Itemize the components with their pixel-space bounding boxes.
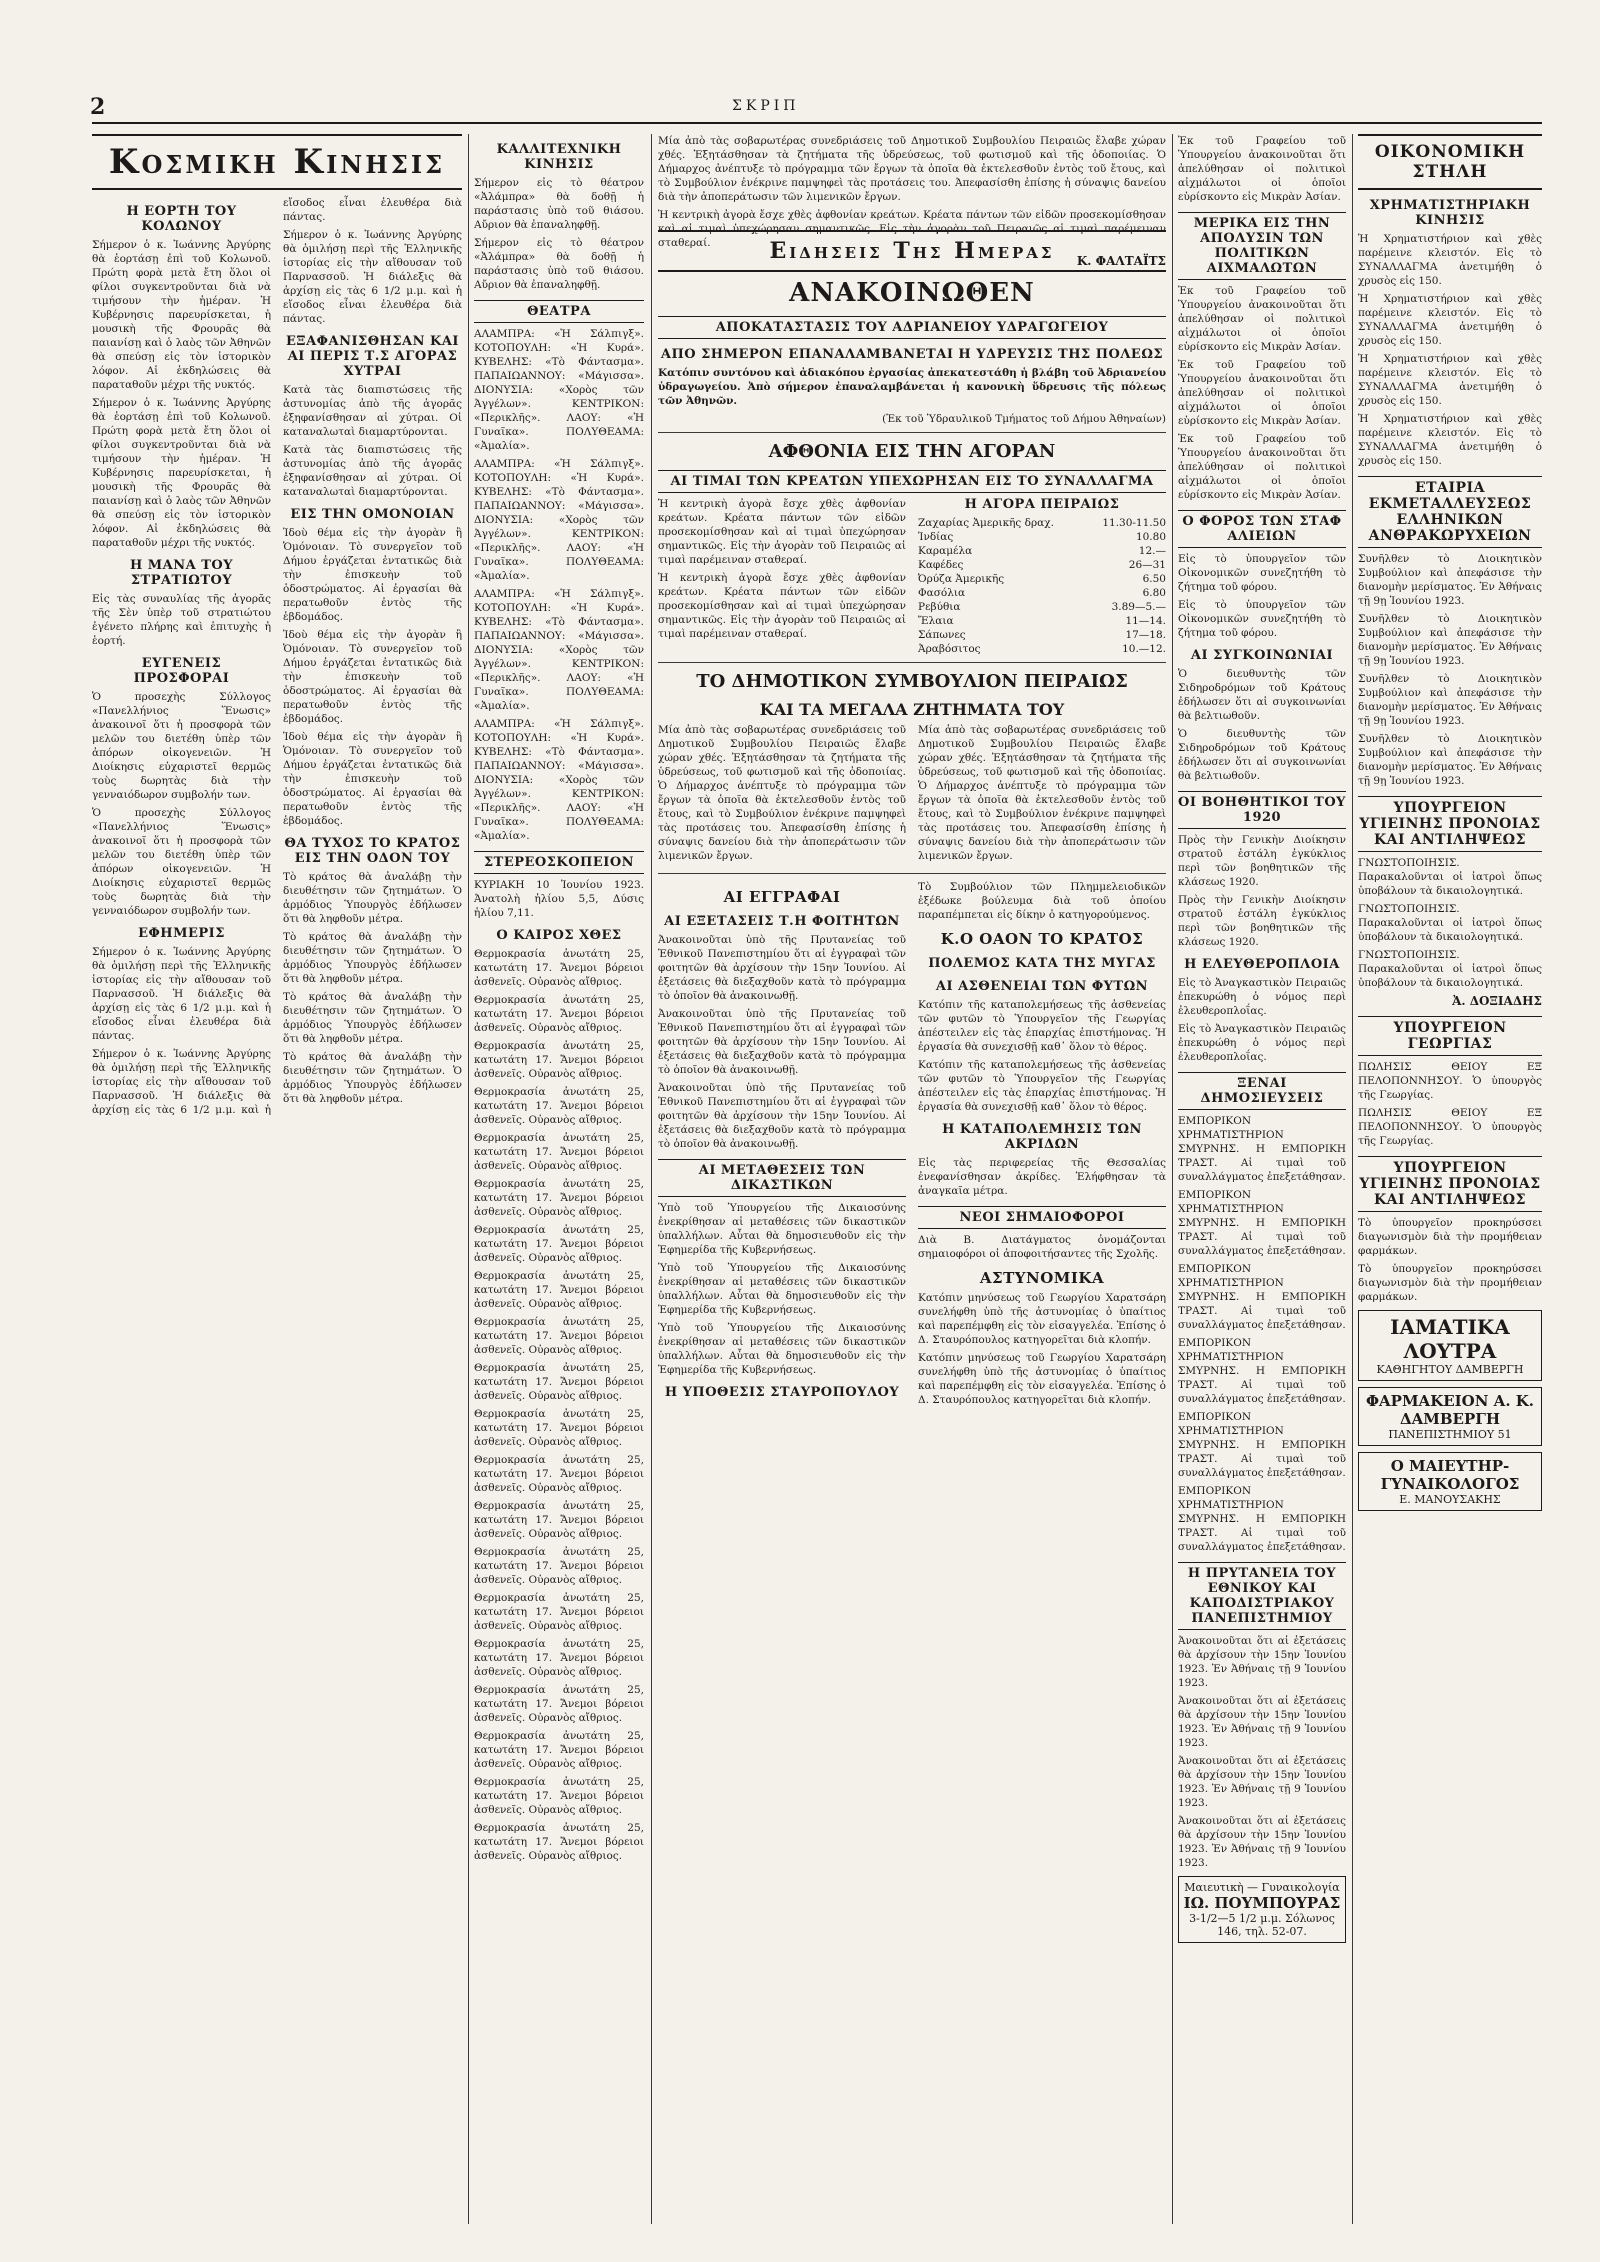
article-body: Θερμοκρασία ἀνωτάτη 25, κατωτάτη 17. Ἄνεμοι βόρειοι ἀσθενεῖς. Οὐρανὸς αἴθριος. xyxy=(474,1822,644,1862)
article-title: ΑΣΤΥΝΟΜΙΚΑ xyxy=(979,1269,1105,1287)
article-body: Σήμερον ὁ κ. Ἰωάννης Ἀργύρης θὰ ἑορτάσῃ ἐπὶ τοῦ Κολωνοῦ. Πρώτη φορὰ μετὰ ἔτη ὅλοι οἱ φίλοι συγκεντροῦνται διὰ νὰ τιμήσουν τὴν ἡμέραν. Ἡ Κυβέρνησις παρευρίσκεται, ἡ μουσικὴ τῆς Φρουρᾶς θὰ παιανίσῃ καὶ ὁ λαὸς τῶν Ἀθηνῶν θὰ σπεύσῃ εἰς τὸν ἱστορικὸν λόφον. Αἱ ἐκδηλώσεις θὰ παραταθοῦν μέχρι τῆς νυκτός. xyxy=(92,239,271,391)
price-value: 6.80 xyxy=(1142,587,1166,599)
article-body: Ὑπὸ τοῦ Ὑπουργείου τῆς Δικαιοσύνης ἐνεκρίθησαν αἱ μεταθέσεις τῶν δικαστικῶν ὑπαλλήλων. Αὗται θὰ δημοσιευθοῦν εἰς τὴν Ἐφημερίδα τῆς Κυβερνήσεως. xyxy=(658,1322,906,1376)
article xyxy=(92,558,271,648)
ad-subtitle: ΠΑΝΕΠΙΣΤΗΜΙΟΥ 51 xyxy=(1388,1428,1512,1441)
price-item: Ἔλαια xyxy=(918,615,954,627)
column-rule xyxy=(1172,134,1173,2224)
article-title: ΕΞΑΦΑΝΙΣΘΗΣΑΝ ΚΑΙ ΑΙ ΠΕΡΙΣ Τ.Σ ΑΓΟΡΑΣ ΧΥΤΡΑΙ xyxy=(286,334,459,379)
article-body: Θερμοκρασία ἀνωτάτη 25, κατωτάτη 17. Ἄνεμοι βόρειοι ἀσθενεῖς. Οὐρανὸς αἴθριος. xyxy=(474,994,644,1034)
article-body: Σήμερον ὁ κ. Ἰωάννης Ἀργύρης θὰ ὁμιλήσῃ περὶ τῆς Ἑλληνικῆς ἱστορίας εἰς τὴν αἴθουσαν τοῦ Παρνασσοῦ. Ἡ διάλεξις θὰ ἀρχίσῃ εἰς τὰς 6 1/2 μ.μ. καὶ ἡ εἴσοδος εἶναι ἐλευθέρα διὰ πάντας. xyxy=(92,946,271,1042)
price-item: Καφέδες xyxy=(918,559,964,571)
article-body: Θερμοκρασία ἀνωτάτη 25, κατωτάτη 17. Ἄνεμοι βόρειοι ἀσθενεῖς. Οὐρανὸς αἴθριος. xyxy=(474,1362,644,1402)
social-articles xyxy=(92,196,462,1117)
ad-subtitle: ΚΑΘΗΓΗΤΟΥ ΔΑΜΒΕΡΓΗ xyxy=(1376,1363,1524,1376)
article-body: Συνῆλθεν τὸ Διοικητικὸν Συμβούλιον καὶ ἀπεφάσισε τὴν διανομὴν μερίσματος. Ἐν Ἀθήναις τῇ 9ῃ Ἰουνίου 1923. xyxy=(1358,553,1542,607)
article-body: Εἰς τὸ ὑπουργεῖον τῶν Οἰκονομικῶν συνεζητήθη τὸ ζήτημα τοῦ φόρου. xyxy=(1178,553,1346,593)
article-body: Σήμερον ὁ κ. Ἰωάννης Ἀργύρης θὰ ἑορτάσῃ ἐπὶ τοῦ Κολωνοῦ. Πρώτη φορὰ μετὰ ἔτη ὅλοι οἱ φίλοι συγκεντροῦνται διὰ νὰ τιμήσουν τὴν ἡμέραν. Ἡ Κυβέρνησις παρευρίσκεται, ἡ μουσικὴ τῆς Φρουρᾶς θὰ παιανίσῃ καὶ ὁ λαὸς τῶν Ἀθηνῶν θὰ σπεύσῃ εἰς τὸν ἱστορικὸν λόφον. Αἱ ἐκδηλώσεις θὰ παραταθοῦν μέχρι τῆς νυκτός. xyxy=(92,397,271,549)
article-body: ΕΜΠΟΡΙΚΟΝ ΧΡΗΜΑΤΙΣΤΗΡΙΟΝ ΣΜΥΡΝΗΣ. Η ΕΜΠΟΡΙΚΗ ΤΡΑΣΤ. Αἱ τιμαὶ τοῦ συναλλάγματος ἐπεξετάθησαν. xyxy=(1178,1263,1346,1331)
article-title: ΜΕΡΙΚΑ ΕΙΣ ΤΗΝ ΑΠΟΛΥΣΙΝ ΤΩΝ ΠΟΛΙΤΙΚΩΝ ΑΙΧΜΑΛΩΤΩΝ xyxy=(1178,212,1346,280)
subheadline: ΑΠΟΚΑΤΑΣΤΑΣΙΣ ΤΟΥ ΑΔΡΙΑΝΕΙΟΥ ΥΔΡΑΓΩΓΕΙΟΥ xyxy=(658,316,1166,339)
column-arts xyxy=(474,134,644,2224)
article-body: Τὸ ὑπουργεῖον προκηρύσσει διαγωνισμὸν διὰ τὴν προμήθειαν φαρμάκων. xyxy=(1358,1217,1542,1257)
article-body: Ὁ διευθυντὴς τῶν Σιδηροδρόμων τοῦ Κράτους ἐδήλωσεν ὅτι αἱ συγκοινωνίαι θὰ βελτιωθοῦν. xyxy=(1178,728,1346,782)
article-body: Ὑπὸ τοῦ Ὑπουργείου τῆς Δικαιοσύνης ἐνεκρίθησαν αἱ μεταθέσεις τῶν δικαστικῶν ὑπαλλήλων. Αὗται θὰ δημοσιευθοῦν εἰς τὴν Ἐφημερίδα τῆς Κυβερνήσεως. xyxy=(658,1202,906,1256)
article-title: ΕΤΑΙΡΙΑ ΕΚΜΕΤΑΛΛΕΥΣΕΩΣ ΕΛΛΗΝΙΚΩΝ ΑΝΘΡΑΚΩΡΥΧΕΙΩΝ xyxy=(1358,476,1542,548)
price-value: 6.50 xyxy=(1142,573,1166,585)
article-body: Ἀνακοινοῦται ὑπὸ τῆς Πρυτανείας τοῦ Ἐθνικοῦ Πανεπιστημίου ὅτι αἱ ἐγγραφαὶ τῶν φοιτητῶν θὰ ἀρχίσουν τὴν 15ην Ἰουνίου. Αἱ ἐξετάσεις θὰ διεξαχθοῦν κατὰ τὸ πρόγραμμα τὸ ὁποῖον θὰ ἀνακοινωθῇ. xyxy=(658,1008,906,1076)
article-body: Τὸ κράτος θὰ ἀναλάβῃ τὴν διευθέτησιν τῶν ζητημάτων. Ὁ ἁρμόδιος Ὑπουργὸς ἐδήλωσεν ὅτι θὰ ληφθοῦν μέτρα. xyxy=(283,871,462,925)
article-title: ΕΦΗΜΕΡΙΣ xyxy=(138,926,225,941)
article-body: ΠΩΛΗΣΙΣ ΘΕΙΟΥ ΕΞ ΠΕΛΟΠΟΝΝΗΣΟΥ. Ὁ ὑπουργὸς τῆς Γεωργίας. xyxy=(1358,1107,1542,1147)
article xyxy=(283,334,462,499)
article-title: Η ΕΟΡΤΗ ΤΟΥ ΚΟΛΩΝΟΥ xyxy=(126,204,237,234)
ad-title: ΙΑΜΑΤΙΚΑ ΛΟΥΤΡΑ xyxy=(1390,1315,1510,1363)
article-body: Ἐκ τοῦ Γραφείου τοῦ Ὑπουργείου ἀνακοινοῦται ὅτι ἀπελύθησαν οἱ πολιτικοὶ αἰχμάλωτοι οἱ ὁποῖοι εὑρίσκοντο εἰς Μικρὰν Ἀσίαν. xyxy=(1178,285,1346,353)
section-banner: Κοσμικη Κινησις xyxy=(92,134,462,190)
author-signature: Ἀ. ΔΟΞΙΑΔΗΣ xyxy=(1452,994,1542,1008)
subheadline: ΚΑΙ ΤΑ ΜΕΓΑΛΑ ΖΗΤΗΜΑΤΑ ΤΟΥ xyxy=(759,700,1065,719)
article-body: Μία ἀπὸ τὰς σοβαρωτέρας συνεδριάσεις τοῦ Δημοτικοῦ Συμβουλίου Πειραιῶς ἔλαβε χώραν χθές. Ἐξητάσθησαν τὰ ζητήματα τῆς ὑδρεύσεως, τοῦ φωτισμοῦ καὶ τῆς ὁδοποιίας. Ὁ Δήμαρχος ἀνέπτυξε τὸ πρόγραμμα τῶν ἔργων τὰ ὁποῖα θὰ ἐκτελεσθοῦν ἐντὸς τοῦ ἔτους, καὶ τὸ Συμβούλιον ἐνέκρινε παμψηφεὶ τὰς προτάσεις του. Ἀπεφασίσθη ἐπίσης ἡ σύναψις δανείου διὰ τὴν ἀποπεράτωσιν τῶν λιμενικῶν ἔργων. xyxy=(918,724,1166,862)
article-body: Θερμοκρασία ἀνωτάτη 25, κατωτάτη 17. Ἄνεμοι βόρειοι ἀσθενεῖς. Οὐρανὸς αἴθριος. xyxy=(474,1086,644,1126)
article-body: Διὰ Β. Διατάγματος ὀνομάζονται σημαιοφόροι οἱ ἀποφοιτήσαντες τῆς Σχολῆς. xyxy=(918,1234,1166,1260)
council-article xyxy=(658,723,1166,867)
article-body: Τὸ Συμβούλιον τῶν Πλημμελειοδικῶν ἐξέδωκε βούλευμα διὰ τοῦ ὁποίου παραπέμπεται εἰς δίκην ὁ κατηγορούμενος. xyxy=(918,881,1166,921)
price-item: Ζαχαρίας Ἀμερικῆς δραχ. xyxy=(918,517,1054,529)
article-body: Θερμοκρασία ἀνωτάτη 25, κατωτάτη 17. Ἄνεμοι βόρειοι ἀσθενεῖς. Οὐρανὸς αἴθριος. xyxy=(474,1316,644,1356)
article-body: Κατὰ τὰς διαπιστώσεις τῆς ἀστυνομίας ἀπὸ τῆς ἀγορᾶς ἐξηφανίσθησαν αἱ χύτραι. Οἱ καταναλωταὶ διαμαρτύρονται. xyxy=(283,444,462,498)
article xyxy=(283,507,462,828)
article-body: Σήμερον εἰς τὸ θέατρον «Ἀλάμπρα» θὰ δοθῇ ἡ παράστασις ὑπὸ τοῦ θιάσου. Αὔριον θὰ ἐπαναληφθῇ. xyxy=(474,177,644,231)
article-body: Ὑπὸ τοῦ Ὑπουργείου τῆς Δικαιοσύνης ἐνεκρίθησαν αἱ μεταθέσεις τῶν δικαστικῶν ὑπαλλήλων. Αὗται θὰ δημοσιευθοῦν εἰς τὴν Ἐφημερίδα τῆς Κυβερνήσεως. xyxy=(658,1262,906,1316)
article-title: ΑΙ ΕΓΓΡΑΦΑΙ xyxy=(723,888,841,906)
article xyxy=(92,204,271,550)
article-body: Ἡ κεντρικὴ ἀγορὰ ἔσχε χθὲς ἀφθονίαν κρεάτων. Κρέατα πάντων τῶν εἰδῶν προσεκομίσθησαν καὶ αἱ τιμαὶ ὑπεχώρησαν σημαντικῶς. Εἰς τὴν ἀγορὰν τοῦ Πειραιῶς αἱ τιμαὶ παρέμειναν σταθεραί. xyxy=(658,572,906,640)
baths-ad xyxy=(1358,1310,1542,1381)
article-body: Συνῆλθεν τὸ Διοικητικὸν Συμβούλιον καὶ ἀπεφάσισε τὴν διανομὴν μερίσματος. Ἐν Ἀθήναις τῇ 9ῃ Ἰουνίου 1923. xyxy=(1358,733,1542,787)
article-body: Ἀνακοινοῦται ὑπὸ τῆς Πρυτανείας τοῦ Ἐθνικοῦ Πανεπιστημίου ὅτι αἱ ἐγγραφαὶ τῶν φοιτητῶν θὰ ἀρχίσουν τὴν 15ην Ἰουνίου. Αἱ ἐξετάσεις θὰ διεξαχθοῦν κατὰ τὸ πρόγραμμα τὸ ὁποῖον θὰ ἀνακοινωθῇ. xyxy=(658,1082,906,1150)
article-body: Κατόπιν μηνύσεως τοῦ Γεωργίου Χαρατσάρη συνελήφθη ὑπὸ τῆς ἀστυνομίας ὁ ὑπαίτιος καὶ παρεπέμφθη εἰς τὸν εἰσαγγελέα. Ἐπίσης ὁ Δ. Σταυρόπουλος κατηγορεῖται διὰ κλοπήν. xyxy=(918,1292,1166,1346)
article-title: ΥΠΟΥΡΓΕΙΟΝ ΓΕΩΡΓΙΑΣ xyxy=(1358,1016,1542,1056)
article-body: Συνῆλθεν τὸ Διοικητικὸν Συμβούλιον καὶ ἀπεφάσισε τὴν διανομὴν μερίσματος. Ἐν Ἀθήναις τῇ 9ῃ Ἰουνίου 1923. xyxy=(1358,613,1542,667)
article-body: Σήμερον εἰς τὸ θέατρον «Ἀλάμπρα» θὰ δοθῇ ἡ παράστασις ὑπὸ τοῦ θιάσου. Αὔριον θὰ ἐπαναληφθῇ. xyxy=(474,237,644,291)
price-value: 10.80 xyxy=(1135,531,1166,543)
column-rule xyxy=(468,134,469,2224)
article-subtitle: ΠΟΛΕΜΟΣ ΚΑΤΑ ΤΗΣ ΜΥΓΑΣ xyxy=(928,956,1156,971)
article-title: ΘΕΑΤΡΑ xyxy=(474,300,644,323)
article-title: Η ΕΛΕΥΘΕΡΟΠΛΟΙΑ xyxy=(1184,957,1340,972)
article-title: ΥΠΟΥΡΓΕΙΟΝ ΥΓΙΕΙΝΗΣ ΠΡΟΝΟΙΑΣ ΚΑΙ ΑΝΤΙΛΗΨΕΩΣ xyxy=(1358,796,1542,852)
prices-title: Η ΑΓΟΡΑ ΠΕΙΡΑΙΩΣ xyxy=(964,497,1120,512)
section-banner: ΟΙΚΟΝΟΜΙΚΗ ΣΤΗΛΗ xyxy=(1358,134,1542,190)
article-title: ΕΙΣ ΤΗΝ ΟΜΟΝΟΙΑΝ xyxy=(290,507,455,522)
article-title: ΝΕΟΙ ΣΗΜΑΙΟΦΟΡΟΙ xyxy=(918,1206,1166,1229)
article-title: Η ΥΠΟΘΕΣΙΣ ΣΤΑΥΡΟΠΟΥΛΟΥ xyxy=(664,1385,900,1400)
article-body: Ὁ διευθυντὴς τῶν Σιδηροδρόμων τοῦ Κράτους ἐδήλωσεν ὅτι αἱ συγκοινωνίαι θὰ βελτιωθοῦν. xyxy=(1178,668,1346,722)
lead-source: (Ἐκ τοῦ Ὑδραυλικοῦ Τμήματος τοῦ Δήμου Ἀθηναίων) xyxy=(882,413,1166,425)
price-value: 3.89—5.— xyxy=(1111,601,1166,613)
article-body: Εἰς τὰς συναυλίας τῆς ἀγορᾶς τῆς Σὲν ὑπὲρ τοῦ στρατιώτου ἐγένετο πλήρης καὶ ἐπιτυχὴς ἡ ἑορτή. xyxy=(92,593,271,647)
article-body: Κατόπιν μηνύσεως τοῦ Γεωργίου Χαρατσάρη συνελήφθη ὑπὸ τῆς ἀστυνομίας ὁ ὑπαίτιος καὶ παρεπέμφθη εἰς τὸν εἰσαγγελέα. Ἐπίσης ὁ Δ. Σταυρόπουλος κατηγορεῖται διὰ κλοπήν. xyxy=(918,1352,1166,1406)
article-body: Σήμερον ὁ κ. Ἰωάννης Ἀργύρης θὰ ὁμιλήσῃ περὶ τῆς Ἑλληνικῆς ἱστορίας εἰς τὴν αἴθουσαν τοῦ Παρνασσοῦ. Ἡ διάλεξις θὰ ἀρχίσῃ εἰς τὰς 6 1/2 μ.μ. καὶ ἡ εἴσοδος εἶναι ἐλευθέρα διὰ πάντας. xyxy=(92,197,462,1116)
article-title: ΕΥΓΕΝΕΙΣ ΠΡΟΣΦΟΡΑΙ xyxy=(133,656,230,686)
lead-text: Κατόπιν συντόνου καὶ ἀδιακόπου ἐργασίας ἀπεκατεστάθη ἡ βλάβη τοῦ Ἀδριανείου ὑδραγωγείου. Ἀπὸ σήμερον ἐπαναλαμβάνεται ἡ κανονικὴ ὕδρευσις τῆς πόλεως τῶν Ἀθηνῶν. xyxy=(658,367,1166,407)
article-body: Ἀνακοινοῦται ὅτι αἱ ἐξετάσεις θὰ ἀρχίσουν τὴν 15ην Ἰουνίου 1923. Ἐν Ἀθήναις τῇ 9 Ἰουνίου 1923. xyxy=(1178,1815,1346,1869)
article-body: Ἰδοὺ θέμα εἰς τὴν ἀγορὰν ἢ Ὁμόνοιαν. Τὸ συνεργεῖον τοῦ Δήμου ἐργάζεται ἐντατικῶς διὰ τὴν ἐπισκευὴν τοῦ ὁδοστρώματος. Αἱ ἐργασίαι θὰ περατωθοῦν ἐντὸς τῆς ἑβδομάδος. xyxy=(283,629,462,725)
article xyxy=(283,836,462,1106)
article-body: Κατόπιν τῆς καταπολεμήσεως τῆς ἀσθενείας τῶν φυτῶν τὸ Ὑπουργεῖον τῆς Γεωργίας ἀπέστειλεν εἰς τὰς ἐπαρχίας ἐπιστήμονας. Ἡ ἐργασία θὰ συνεχισθῇ καθ᾽ ὅλον τὸ θέρος. xyxy=(918,999,1166,1053)
article-body: Ὁ προσεχὴς Σύλλογος «Πανελλήνιος Ἕνωσις» ἀνακοινοῖ ὅτι ἡ προσφορὰ τῶν μελῶν του διετέθη ὑπὲρ τῶν ἀπόρων οἰκογενειῶν. Ἡ Διοίκησις εὐχαριστεῖ θερμῶς τοὺς δωρητὰς διὰ τὴν γενναιόδωρον συμβολήν των. xyxy=(92,691,271,801)
price-list xyxy=(918,516,1166,656)
article-body: Ἀνακοινοῦται ὅτι αἱ ἐξετάσεις θὰ ἀρχίσουν τὴν 15ην Ἰουνίου 1923. Ἐν Ἀθήναις τῇ 9 Ἰουνίου 1923. xyxy=(1178,1695,1346,1749)
article-title: ΞΕΝΑΙ ΔΗΜΟΣΙΕΥΣΕΙΣ xyxy=(1178,1072,1346,1110)
article-body: ΓΝΩΣΤΟΠΟΙΗΣΙΣ. Παρακαλοῦνται οἱ ἰατροὶ ὅπως ὑποβάλουν τὰ δικαιολογητικά. xyxy=(1358,857,1542,897)
price-item: Σάπωνες xyxy=(918,629,966,641)
article-body: Πρὸς τὴν Γενικὴν Διοίκησιν στρατοῦ ἐστάλη ἐγκύκλιος περὶ τῶν βοηθητικῶν τῆς κλάσεως 1920. xyxy=(1178,834,1346,888)
price-row xyxy=(918,572,1166,586)
price-item: Ἰνδίας xyxy=(918,531,954,543)
article-subtitle: ΑΙ ΑΣΘΕΝΕΙΑΙ ΤΩΝ ΦΥΤΩΝ xyxy=(935,979,1149,994)
article-body: ΑΛΑΜΠΡΑ: «Ἡ Σάλπιγξ». ΚΟΤΟΠΟΥΛΗ: «Ἡ Κυρά». ΚΥΒΕΛΗΣ: «Τὸ Φάντασμα». ΠΑΠΑΙΩΑΝΝΟΥ: «Μάγισσα». ΔΙΟΝΥΣΙΑ: «Χορὸς τῶν Ἀγγέλων». ΚΕΝΤΡΙΚΟΝ: «Περικλῆς». ΛΑΟΥ: «Ἡ Γυναῖκα». ΠΟΛΥΘΕΑΜΑ: «Ἀμαλία». xyxy=(474,458,644,582)
ad-title: ΦΑΡΜΑΚΕΙΟΝ Α. Κ. ΔΑΜΒΕΡΓΗ xyxy=(1365,1392,1535,1428)
price-value: 12.— xyxy=(1138,545,1166,557)
article-body: Συνῆλθεν τὸ Διοικητικὸν Συμβούλιον καὶ ἀπεφάσισε τὴν διανομὴν μερίσματος. Ἐν Ἀθήναις τῇ 9ῃ Ἰουνίου 1923. xyxy=(1358,673,1542,727)
article-body: Εἰς τὸ Ἀναγκαστικὸν Πειραιῶς ἐπεκυρώθη ὁ νόμος περὶ ἐλευθεροπλοΐας. xyxy=(1178,1023,1346,1063)
article-body: Ἐκ τοῦ Γραφείου τοῦ Ὑπουργείου ἀνακοινοῦται ὅτι ἀπελύθησαν οἱ πολιτικοὶ αἰχμάλωτοι οἱ ὁποῖοι εὑρίσκοντο εἰς Μικρὰν Ἀσίαν. xyxy=(1178,433,1346,501)
article-body: ΓΝΩΣΤΟΠΟΙΗΣΙΣ. Παρακαλοῦνται οἱ ἰατροὶ ὅπως ὑποβάλουν τὰ δικαιολογητικά. xyxy=(1358,903,1542,943)
article-body: Θερμοκρασία ἀνωτάτη 25, κατωτάτη 17. Ἄνεμοι βόρειοι ἀσθενεῖς. Οὐρανὸς αἴθριος. xyxy=(474,1224,644,1264)
article-body: Τὸ κράτος θὰ ἀναλάβῃ τὴν διευθέτησιν τῶν ζητημάτων. Ὁ ἁρμόδιος Ὑπουργὸς ἐδήλωσεν ὅτι θὰ ληφθοῦν μέτρα. xyxy=(283,931,462,985)
article-body: Θερμοκρασία ἀνωτάτη 25, κατωτάτη 17. Ἄνεμοι βόρειοι ἀσθενεῖς. Οὐρανὸς αἴθριος. xyxy=(474,1730,644,1770)
article-body: Ἀνακοινοῦται ὅτι αἱ ἐξετάσεις θὰ ἀρχίσουν τὴν 15ην Ἰουνίου 1923. Ἐν Ἀθήναις τῇ 9 Ἰουνίου 1923. xyxy=(1178,1755,1346,1809)
article-body: ΕΜΠΟΡΙΚΟΝ ΧΡΗΜΑΤΙΣΤΗΡΙΟΝ ΣΜΥΡΝΗΣ. Η ΕΜΠΟΡΙΚΗ ΤΡΑΣΤ. Αἱ τιμαὶ τοῦ συναλλάγματος ἐπεξετάθησαν. xyxy=(1178,1189,1346,1257)
article-title: Η ΠΡΥΤΑΝΕΙΑ ΤΟΥ ΕΘΝΙΚΟΥ ΚΑΙ ΚΑΠΟΔΙΣΤΡΙΑΚΟΥ ΠΑΝΕΠΙΣΤΗΜΙΟΥ xyxy=(1178,1562,1346,1630)
article-body: Θερμοκρασία ἀνωτάτη 25, κατωτάτη 17. Ἄνεμοι βόρειοι ἀσθενεῖς. Οὐρανὸς αἴθριος. xyxy=(474,1592,644,1632)
article-body: Ἰδοὺ θέμα εἰς τὴν ἀγορὰν ἢ Ὁμόνοιαν. Τὸ συνεργεῖον τοῦ Δήμου ἐργάζεται ἐντατικῶς διὰ τὴν ἐπισκευὴν τοῦ ὁδοστρώματος. Αἱ ἐργασίαι θὰ περατωθοῦν ἐντὸς τῆς ἑβδομάδος. xyxy=(283,731,462,827)
article-body: Θερμοκρασία ἀνωτάτη 25, κατωτάτη 17. Ἄνεμοι βόρειοι ἀσθενεῖς. Οὐρανὸς αἴθριος. xyxy=(474,1776,644,1816)
article-body: Ἡ Χρηματιστήριον καὶ χθὲς παρέμεινε κλειστόν. Εἰς τὸ ΣΥΝΑΛΛΑΓΜΑ ἀνετιμήθη ὁ χρυσὸς εἰς 150. xyxy=(1358,353,1542,407)
price-item: Ρεβύθια xyxy=(918,601,961,613)
price-row xyxy=(918,642,1166,656)
column-social xyxy=(92,134,462,2224)
column-news xyxy=(658,134,1166,2224)
article-body: Θερμοκρασία ἀνωτάτη 25, κατωτάτη 17. Ἄνεμοι βόρειοι ἀσθενεῖς. Οὐρανὸς αἴθριος. xyxy=(474,1454,644,1494)
price-value: 11.30-11.50 xyxy=(1102,517,1166,529)
article-body: Θερμοκρασία ἀνωτάτη 25, κατωτάτη 17. Ἄνεμοι βόρειοι ἀσθενεῖς. Οὐρανὸς αἴθριος. xyxy=(474,1638,644,1678)
article-body: Εἰς τὸ Ἀναγκαστικὸν Πειραιῶς ἐπεκυρώθη ὁ νόμος περὶ ἐλευθεροπλοΐας. xyxy=(1178,977,1346,1017)
page-number: 2 xyxy=(90,94,106,120)
article-subtitle: ΑΙ ΕΞΕΤΑΣΕΙΣ Τ.Η ΦΟΙΤΗΤΩΝ xyxy=(664,914,900,929)
article-title: ΑΙ ΜΕΤΑΘΕΣΕΙΣ ΤΩΝ ΔΙΚΑΣΤΙΚΩΝ xyxy=(658,1159,906,1197)
article-title: Κ.Ο ΟΑΟΝ ΤΟ ΚΡΑΤΟΣ xyxy=(940,930,1144,948)
news-briefs xyxy=(658,880,1166,1408)
ad-pretitle: Μαιευτικὴ — Γυναικολογία xyxy=(1184,1881,1340,1894)
article-body: Ἡ Χρηματιστήριον καὶ χθὲς παρέμεινε κλειστόν. Εἰς τὸ ΣΥΝΑΛΛΑΓΜΑ ἀνετιμήθη ὁ χρυσὸς εἰς 150. xyxy=(1358,233,1542,287)
article-body: Θερμοκρασία ἀνωτάτη 25, κατωτάτη 17. Ἄνεμοι βόρειοι ἀσθενεῖς. Οὐρανὸς αἴθριος. xyxy=(474,1270,644,1310)
article-body: Ἀνακοινοῦται ὅτι αἱ ἐξετάσεις θὰ ἀρχίσουν τὴν 15ην Ἰουνίου 1923. Ἐν Ἀθήναις τῇ 9 Ἰουνίου 1923. xyxy=(1178,1635,1346,1689)
doctor-ad xyxy=(1178,1876,1346,1943)
price-row xyxy=(918,544,1166,558)
article-body: Ἡ Χρηματιστήριον καὶ χθὲς παρέμεινε κλειστόν. Εἰς τὸ ΣΥΝΑΛΛΑΓΜΑ ἀνετιμήθη ὁ χρυσὸς εἰς 150. xyxy=(1358,413,1542,467)
price-row xyxy=(918,586,1166,600)
article-body: Εἰς τὸ ὑπουργεῖον τῶν Οἰκονομικῶν συνεζητήθη τὸ ζήτημα τοῦ φόρου. xyxy=(1178,599,1346,639)
article-body: Θερμοκρασία ἀνωτάτη 25, κατωτάτη 17. Ἄνεμοι βόρειοι ἀσθενεῖς. Οὐρανὸς αἴθριος. xyxy=(474,948,644,988)
ad-title: Ο ΜΑΙΕΥΤΗΡ-ΓΥΝΑΙΚΟΛΟΓΟΣ xyxy=(1380,1457,1520,1493)
newspaper-page xyxy=(90,94,1542,2222)
top-spill-text: Μία ἀπὸ τὰς σοβαρωτέρας συνεδριάσεις τοῦ Δημοτικοῦ Συμβουλίου Πειραιῶς ἔλαβε χώραν χθές. Ἐξητάσθησαν τὰ ζητήματα τῆς ὑδρεύσεως, τοῦ φωτισμοῦ καὶ τῆς ὁδοποιίας. Ὁ Δήμαρχος ἀνέπτυξε τὸ πρόγραμμα τῶν ἔργων τὰ ὁποῖα θὰ ἐκτελεσθοῦν ἐντὸς τοῦ ἔτους, καὶ τὸ Συμβούλιον ἐνέκρινε παμψηφεὶ τὰς προτάσεις του. Ἀπεφασίσθη ἐπίσης ἡ σύναψις δανείου διὰ τὴν ἀποπεράτωσιν τῶν λιμενικῶν ἔργων. Ἡ κεντρικὴ ἀγορὰ ἔσχε χθὲς ἀφθονίαν κρεάτων. Κρέατα πάντων τῶν εἰδῶν προσεκομίσθησαν καὶ αἱ τιμαὶ ὑπεχώρησαν σημαντικῶς. Εἰς τὴν ἀγορὰν τοῦ Πειραιῶς αἱ τιμαὶ παρέμειναν σταθεραί. Κ. ΦΑΛΤΑΪΤΣ xyxy=(658,135,1166,268)
article-title: ΚΑΛΛΙΤΕΧΝΙΚΗ ΚΙΝΗΣΙΣ xyxy=(496,142,622,172)
obstetrician-ad xyxy=(1358,1452,1542,1511)
article-body: Θερμοκρασία ἀνωτάτη 25, κατωτάτη 17. Ἄνεμοι βόρειοι ἀσθενεῖς. Οὐρανὸς αἴθριος. xyxy=(474,1546,644,1586)
ad-subtitle: Ε. ΜΑΝΟΥΣΑΚΗΣ xyxy=(1399,1493,1501,1506)
article-body: ΚΥΡΙΑΚΗ 10 Ἰουνίου 1923. Ἀνατολὴ ἡλίου 5,5, Δύσις ἡλίου 7,11. xyxy=(474,879,644,919)
article-title: ΥΠΟΥΡΓΕΙΟΝ ΥΓΙΕΙΝΗΣ ΠΡΟΝΟΙΑΣ ΚΑΙ ΑΝΤΙΛΗΨΕΩΣ xyxy=(1358,1156,1542,1212)
article-body: Ἀνακοινοῦται ὑπὸ τῆς Πρυτανείας τοῦ Ἐθνικοῦ Πανεπιστημίου ὅτι αἱ ἐγγραφαὶ τῶν φοιτητῶν θὰ ἀρχίσουν τὴν 15ην Ἰουνίου. Αἱ ἐξετάσεις θὰ διεξαχθοῦν κατὰ τὸ πρόγραμμα τὸ ὁποῖον θὰ ἀνακοινωθῇ. xyxy=(658,934,906,1002)
pharmacy-ad xyxy=(1358,1387,1542,1446)
article-body: Θερμοκρασία ἀνωτάτη 25, κατωτάτη 17. Ἄνεμοι βόρειοι ἀσθενεῖς. Οὐρανὸς αἴθριος. xyxy=(474,1500,644,1540)
price-row xyxy=(918,614,1166,628)
article-body: ΠΩΛΗΣΙΣ ΘΕΙΟΥ ΕΞ ΠΕΛΟΠΟΝΝΗΣΟΥ. Ὁ ὑπουργὸς τῆς Γεωργίας. xyxy=(1358,1061,1542,1101)
article-body: Ἡ Χρηματιστήριον καὶ χθὲς παρέμεινε κλειστόν. Εἰς τὸ ΣΥΝΑΛΛΑΓΜΑ ἀνετιμήθη ὁ χρυσὸς εἰς 150. xyxy=(1358,293,1542,347)
column-announcements: Ἐκ τοῦ Γραφείου τοῦ Ὑπουργείου ἀνακοινοῦται ὅτι ἀπελύθησαν οἱ πολιτικοὶ αἰχμάλωτοι οἱ ὁποῖοι εὑρίσκοντο εἰς Μικρὰν Ἀσίαν. ΜΕΡΙΚΑ ΕΙΣ ΤΗΝ ΑΠΟΛΥΣΙΝ ΤΩΝ ΠΟΛΙΤΙΚΩΝ ΑΙΧΜΑΛΩΤΩΝ Ἐκ τοῦ Γραφείου τοῦ Ὑπουργείου ἀνακοινοῦται ὅτι ἀπελύθησαν οἱ πολιτικοὶ αἰχμάλωτοι οἱ ὁποῖοι εὑρίσκοντο εἰς Μικρὰν Ἀσίαν. Ἐκ τοῦ Γραφείου τοῦ Ὑπουργείου ἀνακοινοῦται ὅτι ἀπελύθησαν οἱ πολιτικοὶ αἰχμάλωτοι οἱ ὁποῖοι εὑρίσκοντο εἰς Μικρὰν Ἀσίαν. Ἐκ τοῦ Γραφείου τοῦ Ὑπουργείου ἀνακοινοῦται ὅτι ἀπελύθησαν οἱ πολιτικοὶ αἰχμάλωτοι οἱ ὁποῖοι εὑρίσκοντο εἰς Μικρὰν Ἀσίαν. Ο ΦΟΡΟΣ ΤΩΝ ΣΤΑΦ ΑΛΙΕΙΩΝ Εἰς τὸ ὑπουργεῖον τῶν Οἰκονομικῶν συνεζητήθη τὸ ζήτημα τοῦ φόρου. Εἰς τὸ ὑπουργεῖον τῶν Οἰκονομικῶν συνεζητήθη τὸ ζήτημα τοῦ φόρου. ΑΙ ΣΥΓΚΟΙΝΩΝΙΑΙ Ὁ διευθυντὴς τῶν Σιδηροδρόμων τοῦ Κράτους ἐδήλωσεν ὅτι αἱ συγκοινωνίαι θὰ βελτιωθοῦν. Ὁ διευθυντὴς τῶν Σιδηροδρόμων τοῦ Κράτους ἐδήλωσεν ὅτι αἱ συγκοινωνίαι θὰ βελτιωθοῦν. ΟΙ ΒΟΗΘΗΤΙΚΟΙ ΤΟΥ 1920 Πρὸς τὴν Γενικὴν Διοίκησιν στρατοῦ ἐστάλη ἐγκύκλιος περὶ τῶν βοηθητικῶν τῆς κλάσεως 1920. Πρὸς τὴν Γενικὴν Διοίκησιν στρατοῦ ἐστάλη ἐγκύκλιος περὶ τῶν βοηθητικῶν τῆς κλάσεως 1920. Η ΕΛΕΥΘΕΡΟΠΛΟΙΑ Εἰς τὸ Ἀναγκαστικὸν Πειραιῶς ἐπεκυρώθη ὁ νόμος περὶ ἐλευθεροπλοΐας. Εἰς τὸ Ἀναγκαστικὸν Πειραιῶς ἐπεκυρώθη ὁ νόμος περὶ ἐλευθεροπλοΐας. ΞΕΝΑΙ ΔΗΜΟΣΙΕΥΣΕΙΣ ΕΜΠΟΡΙΚΟΝ ΧΡΗΜΑΤΙΣΤΗΡΙΟΝ ΣΜΥΡΝΗΣ. Η ΕΜΠΟΡΙΚΗ ΤΡΑΣΤ. Αἱ τιμαὶ τοῦ συναλλάγματος ἐπεξετάθησαν. ΕΜΠΟΡΙΚΟΝ ΧΡΗΜΑΤΙΣΤΗΡΙΟΝ ΣΜΥΡΝΗΣ. Η ΕΜΠΟΡΙΚΗ ΤΡΑΣΤ. Αἱ τιμαὶ τοῦ συναλλάγματος ἐπεξετάθησαν. ΕΜΠΟΡΙΚΟΝ ΧΡΗΜΑΤΙΣΤΗΡΙΟΝ ΣΜΥΡΝΗΣ. Η ΕΜΠΟΡΙΚΗ ΤΡΑΣΤ. Αἱ τιμαὶ τοῦ συναλλάγματος ἐπεξετάθησαν. ΕΜΠΟΡΙΚΟΝ ΧΡΗΜΑΤΙΣΤΗΡΙΟΝ ΣΜΥΡΝΗΣ. Η ΕΜΠΟΡΙΚΗ ΤΡΑΣΤ. Αἱ τιμαὶ τοῦ συναλλάγματος ἐπεξετάθησαν. ΕΜΠΟΡΙΚΟΝ ΧΡΗΜΑΤΙΣΤΗΡΙΟΝ ΣΜΥΡΝΗΣ. Η ΕΜΠΟΡΙΚΗ ΤΡΑΣΤ. Αἱ τιμαὶ τοῦ συναλλάγματος ἐπεξετάθησαν. ΕΜΠΟΡΙΚΟΝ ΧΡΗΜΑΤΙΣΤΗΡΙΟΝ ΣΜΥΡΝΗΣ. Η ΕΜΠΟΡΙΚΗ ΤΡΑΣΤ. Αἱ τιμαὶ τοῦ συναλλάγματος ἐπεξετάθησαν. Η ΠΡΥΤΑΝΕΙΑ ΤΟΥ ΕΘΝΙΚΟΥ ΚΑΙ ΚΑΠΟΔΙΣΤΡΙΑΚΟΥ ΠΑΝΕΠΙΣΤΗΜΙΟΥ Ἀνακοινοῦται ὅτι αἱ ἐξετάσεις θὰ ἀρχίσουν τὴν 15ην Ἰουνίου 1923. Ἐν Ἀθήναις τῇ 9 Ἰουνίου 1923. Ἀνακοινοῦται ὅτι αἱ ἐξετάσεις θὰ ἀρχίσουν τὴν 15ην Ἰουνίου 1923. Ἐν Ἀθήναις τῇ 9 Ἰουνίου 1923. Ἀνακοινοῦται ὅτι αἱ ἐξετάσεις θὰ ἀρχίσουν τὴν 15ην Ἰουνίου 1923. Ἐν Ἀθήναις τῇ 9 Ἰουνίου 1923. Ἀνακοινοῦται ὅτι αἱ ἐξετάσεις θὰ ἀρχίσουν τὴν 15ην Ἰουνίου 1923. Ἐν Ἀθήναις τῇ 9 Ἰουνίου 1923. Μαιευτικὴ — Γυναικολογία ΙΩ. ΠΟΥΜΠΟΥΡΑΣ 3-1/2—5 1/2 μ.μ. Σόλωνος 146, τηλ. 52-07. xyxy=(1178,134,1346,2224)
ad-title: ΙΩ. ΠΟΥΜΠΟΥΡΑΣ xyxy=(1183,1894,1341,1912)
headline: ΑΦΘΟΝΙΑ ΕΙΣ ΤΗΝ ΑΓΟΡΑΝ xyxy=(768,441,1056,462)
price-row xyxy=(918,558,1166,572)
price-row xyxy=(918,530,1166,544)
top-rule xyxy=(92,122,1542,124)
price-item: Ἀραβόσιτος xyxy=(918,643,981,655)
article-title: ΘΑ ΤΥΧΟΣ ΤΟ ΚΡΑΤΟΣ ΕΙΣ ΤΗΝ ΟΔΟΝ ΤΟΥ xyxy=(284,836,461,866)
article-body: ΑΛΑΜΠΡΑ: «Ἡ Σάλπιγξ». ΚΟΤΟΠΟΥΛΗ: «Ἡ Κυρά». ΚΥΒΕΛΗΣ: «Τὸ Φάντασμα». ΠΑΠΑΙΩΑΝΝΟΥ: «Μάγισσα». ΔΙΟΝΥΣΙΑ: «Χορὸς τῶν Ἀγγέλων». ΚΕΝΤΡΙΚΟΝ: «Περικλῆς». ΛΑΟΥ: «Ἡ Γυναῖκα». ΠΟΛΥΘΕΑΜΑ: «Ἀμαλία». xyxy=(474,718,644,842)
ad-line: 3-1/2—5 1/2 μ.μ. Σόλωνος 146, τηλ. 52-07. xyxy=(1189,1912,1335,1938)
price-row xyxy=(918,516,1166,530)
article-title: Ο ΦΟΡΟΣ ΤΩΝ ΣΤΑΦ ΑΛΙΕΙΩΝ xyxy=(1178,510,1346,548)
article-body: Θερμοκρασία ἀνωτάτη 25, κατωτάτη 17. Ἄνεμοι βόρειοι ἀσθενεῖς. Οὐρανὸς αἴθριος. xyxy=(474,1040,644,1080)
article-body: ΕΜΠΟΡΙΚΟΝ ΧΡΗΜΑΤΙΣΤΗΡΙΟΝ ΣΜΥΡΝΗΣ. Η ΕΜΠΟΡΙΚΗ ΤΡΑΣΤ. Αἱ τιμαὶ τοῦ συναλλάγματος ἐπεξετάθησαν. xyxy=(1178,1115,1346,1183)
column-economy xyxy=(1358,134,1542,2224)
article-body: Θερμοκρασία ἀνωτάτη 25, κατωτάτη 17. Ἄνεμοι βόρειοι ἀσθενεῖς. Οὐρανὸς αἴθριος. xyxy=(474,1684,644,1724)
author-signature: Κ. ΦΑΛΤΑΪΤΣ xyxy=(1076,254,1166,268)
article-body: Θερμοκρασία ἀνωτάτη 25, κατωτάτη 17. Ἄνεμοι βόρειοι ἀσθενεῖς. Οὐρανὸς αἴθριος. xyxy=(474,1132,644,1172)
price-item: Φασόλια xyxy=(918,587,966,599)
price-value: 26—31 xyxy=(1128,559,1166,571)
price-value: 17—18. xyxy=(1125,629,1166,641)
column-rule xyxy=(651,134,652,2224)
article-body: ΕΜΠΟΡΙΚΟΝ ΧΡΗΜΑΤΙΣΤΗΡΙΟΝ ΣΜΥΡΝΗΣ. Η ΕΜΠΟΡΙΚΗ ΤΡΑΣΤ. Αἱ τιμαὶ τοῦ συναλλάγματος ἐπεξετάθησαν. xyxy=(1178,1485,1346,1553)
column-rule xyxy=(1352,134,1353,2224)
article-body: ΑΛΑΜΠΡΑ: «Ἡ Σάλπιγξ». ΚΟΤΟΠΟΥΛΗ: «Ἡ Κυρά». ΚΥΒΕΛΗΣ: «Τὸ Φάντασμα». ΠΑΠΑΙΩΑΝΝΟΥ: «Μάγισσα». ΔΙΟΝΥΣΙΑ: «Χορὸς τῶν Ἀγγέλων». ΚΕΝΤΡΙΚΟΝ: «Περικλῆς». ΛΑΟΥ: «Ἡ Γυναῖκα». ΠΟΛΥΘΕΑΜΑ: «Ἀμαλία». xyxy=(474,328,644,452)
article-body: ΓΝΩΣΤΟΠΟΙΗΣΙΣ. Παρακαλοῦνται οἱ ἰατροὶ ὅπως ὑποβάλουν τὰ δικαιολογητικά. xyxy=(1358,949,1542,989)
article-body: Σήμερον ὁ κ. Ἰωάννης Ἀργύρης θὰ ὁμιλήσῃ περὶ τῆς Ἑλληνικῆς ἱστορίας εἰς τὴν αἴθουσαν τοῦ Παρνασσοῦ. Ἡ διάλεξις θὰ ἀρχίσῃ εἰς τὰς 6 1/2 μ.μ. καὶ ἡ εἴσοδος εἶναι ἐλευθέρα διὰ πάντας. xyxy=(283,229,462,325)
article-body: Ἰδοὺ θέμα εἰς τὴν ἀγορὰν ἢ Ὁμόνοιαν. Τὸ συνεργεῖον τοῦ Δήμου ἐργάζεται ἐντατικῶς διὰ τὴν ἐπισκευὴν τοῦ ὁδοστρώματος. Αἱ ἐργασίαι θὰ περατωθοῦν ἐντὸς τῆς ἑβδομάδος. xyxy=(283,527,462,623)
article-body: Τὸ κράτος θὰ ἀναλάβῃ τὴν διευθέτησιν τῶν ζητημάτων. Ὁ ἁρμόδιος Ὑπουργὸς ἐδήλωσεν ὅτι θὰ ληφθοῦν μέτρα. xyxy=(283,991,462,1045)
headline: ΑΝΑΚΟΙΝΩΘΕΝ xyxy=(789,278,1035,308)
price-row xyxy=(918,628,1166,642)
price-value: 10.—12. xyxy=(1122,643,1166,655)
article-body: Πρὸς τὴν Γενικὴν Διοίκησιν στρατοῦ ἐστάλη ἐγκύκλιος περὶ τῶν βοηθητικῶν τῆς κλάσεως 1920. xyxy=(1178,894,1346,948)
article-body: Τὸ ὑπουργεῖον προκηρύσσει διαγωνισμὸν διὰ τὴν προμήθειαν φαρμάκων. xyxy=(1358,1263,1542,1303)
article-title: ΑΙ ΣΥΓΚΟΙΝΩΝΙΑΙ xyxy=(1190,648,1334,663)
article-body: Ἡ κεντρικὴ ἀγορὰ ἔσχε χθὲς ἀφθονίαν κρεάτων. Κρέατα πάντων τῶν εἰδῶν προσεκομίσθησαν καὶ αἱ τιμαὶ ὑπεχώρησαν σημαντικῶς. Εἰς τὴν ἀγορὰν τοῦ Πειραιῶς αἱ τιμαὶ παρέμειναν σταθεραί. xyxy=(658,498,906,566)
article-body: Κατόπιν τῆς καταπολεμήσεως τῆς ἀσθενείας τῶν φυτῶν τὸ Ὑπουργεῖον τῆς Γεωργίας ἀπέστειλεν εἰς τὰς ἐπαρχίας ἐπιστήμονας. Ἡ ἐργασία θὰ συνεχισθῇ καθ᾽ ὅλον τὸ θέρος. xyxy=(918,1059,1166,1113)
article-body: Θερμοκρασία ἀνωτάτη 25, κατωτάτη 17. Ἄνεμοι βόρειοι ἀσθενεῖς. Οὐρανὸς αἴθριος. xyxy=(474,1178,644,1218)
article-body: Τὸ κράτος θὰ ἀναλάβῃ τὴν διευθέτησιν τῶν ζητημάτων. Ὁ ἁρμόδιος Ὑπουργὸς ἐδήλωσεν ὅτι θὰ ληφθοῦν μέτρα. xyxy=(283,1051,462,1105)
headline: ΤΟ ΔΗΜΟΤΙΚΟΝ ΣΥΜΒΟΥΛΙΟΝ ΠΕΙΡΑΙΩΣ xyxy=(696,671,1128,692)
price-value: 11—14. xyxy=(1125,615,1166,627)
subheadline: ΑΠΟ ΣΗΜΕΡΟΝ ΕΠΑΝΑΛΑΜΒΑΝΕΤΑΙ Η ΥΔΡΕΥΣΙΣ ΤΗΣ ΠΟΛΕΩΣ xyxy=(660,347,1164,362)
price-item: Καραμέλα xyxy=(918,545,973,557)
article-title: ΧΡΗΜΑΤΙΣΤΗΡΙΑΚΗ ΚΙΝΗΣΙΣ xyxy=(1369,198,1531,228)
subheadline: ΑΙ ΤΙΜΑΙ ΤΩΝ ΚΡΕΑΤΩΝ ΥΠΕΧΩΡΗΣΑΝ ΕΙΣ ΤΟ ΣΥΝΑΛΛΑΓΜΑ xyxy=(658,470,1166,493)
article xyxy=(92,656,271,918)
article-title: ΣΤΕΡΕΟΣΚΟΠΕΙΟΝ xyxy=(474,851,644,874)
article-body: Ἐκ τοῦ Γραφείου τοῦ Ὑπουργείου ἀνακοινοῦται ὅτι ἀπελύθησαν οἱ πολιτικοὶ αἰχμάλωτοι οἱ ὁποῖοι εὑρίσκοντο εἰς Μικρὰν Ἀσίαν. xyxy=(1178,359,1346,427)
article-body: ΑΛΑΜΠΡΑ: «Ἡ Σάλπιγξ». ΚΟΤΟΠΟΥΛΗ: «Ἡ Κυρά». ΚΥΒΕΛΗΣ: «Τὸ Φάντασμα». ΠΑΠΑΙΩΑΝΝΟΥ: «Μάγισσα». ΔΙΟΝΥΣΙΑ: «Χορὸς τῶν Ἀγγέλων». ΚΕΝΤΡΙΚΟΝ: «Περικλῆς». ΛΑΟΥ: «Ἡ Γυναῖκα». ΠΟΛΥΘΕΑΜΑ: «Ἀμαλία». xyxy=(474,588,644,712)
article-body: Εἰς τὰς περιφερείας τῆς Θεσσαλίας ἐνεφανίσθησαν ἀκρίδες. Ἐλήφθησαν τὰ ἀναγκαῖα μέτρα. xyxy=(918,1157,1166,1197)
article-body: ΕΜΠΟΡΙΚΟΝ ΧΡΗΜΑΤΙΣΤΗΡΙΟΝ ΣΜΥΡΝΗΣ. Η ΕΜΠΟΡΙΚΗ ΤΡΑΣΤ. Αἱ τιμαὶ τοῦ συναλλάγματος ἐπεξετάθησαν. xyxy=(1178,1337,1346,1405)
section-banner: Ειδησεις Της Ημερας xyxy=(658,230,1166,272)
article xyxy=(474,142,644,292)
article xyxy=(474,928,644,1863)
article-body: Ὁ προσεχὴς Σύλλογος «Πανελλήνιος Ἕνωσις» ἀνακοινοῖ ὅτι ἡ προσφορὰ τῶν μελῶν του διετέθη ὑπὲρ τῶν ἀπόρων οἰκογενειῶν. Ἡ Διοίκησις εὐχαριστεῖ θερμῶς τοὺς δωρητὰς διὰ τὴν γενναιόδωρον συμβολήν των. xyxy=(92,807,271,917)
article-body: Θερμοκρασία ἀνωτάτη 25, κατωτάτη 17. Ἄνεμοι βόρειοι ἀσθενεῖς. Οὐρανὸς αἴθριος. xyxy=(474,1408,644,1448)
market-article xyxy=(658,497,1166,656)
article-body: Μία ἀπὸ τὰς σοβαρωτέρας συνεδριάσεις τοῦ Δημοτικοῦ Συμβουλίου Πειραιῶς ἔλαβε χώραν χθές. Ἐξητάσθησαν τὰ ζητήματα τῆς ὑδρεύσεως, τοῦ φωτισμοῦ καὶ τῆς ὁδοποιίας. Ὁ Δήμαρχος ἀνέπτυξε τὸ πρόγραμμα τῶν ἔργων τὰ ὁποῖα θὰ ἐκτελεσθοῦν ἐντὸς τοῦ ἔτους, καὶ τὸ Συμβούλιον ἐνέκρινε παμψηφεὶ τὰς προτάσεις του. Ἀπεφασίσθη ἐπίσης ἡ σύναψις δανείου διὰ τὴν ἀποπεράτωσιν τῶν λιμενικῶν ἔργων. xyxy=(658,724,906,862)
article-body: ΕΜΠΟΡΙΚΟΝ ΧΡΗΜΑΤΙΣΤΗΡΙΟΝ ΣΜΥΡΝΗΣ. Η ΕΜΠΟΡΙΚΗ ΤΡΑΣΤ. Αἱ τιμαὶ τοῦ συναλλάγματος ἐπεξετάθησαν. xyxy=(1178,1411,1346,1479)
article-title: Η ΜΑΝΑ ΤΟΥ ΣΤΡΑΤΙΩΤΟΥ xyxy=(129,558,234,588)
article-title: Ο ΚΑΙΡΟΣ ΧΘΕΣ xyxy=(496,928,622,943)
article xyxy=(474,851,644,920)
masthead: ΣΚΡΙΠ xyxy=(732,98,800,114)
article xyxy=(474,300,644,843)
article-title: Η ΚΑΤΑΠΟΛΕΜΗΣΙΣ ΤΩΝ ΑΚΡΙΔΩΝ xyxy=(942,1122,1142,1152)
price-item: Ὀρύζα Ἀμερικῆς xyxy=(918,573,1005,585)
article-body: Κατὰ τὰς διαπιστώσεις τῆς ἀστυνομίας ἀπὸ τῆς ἀγορᾶς ἐξηφανίσθησαν αἱ χύτραι. Οἱ καταναλωταὶ διαμαρτύρονται. xyxy=(283,384,462,438)
article-title: ΟΙ ΒΟΗΘΗΤΙΚΟΙ ΤΟΥ 1920 xyxy=(1178,791,1346,829)
price-row xyxy=(918,600,1166,614)
